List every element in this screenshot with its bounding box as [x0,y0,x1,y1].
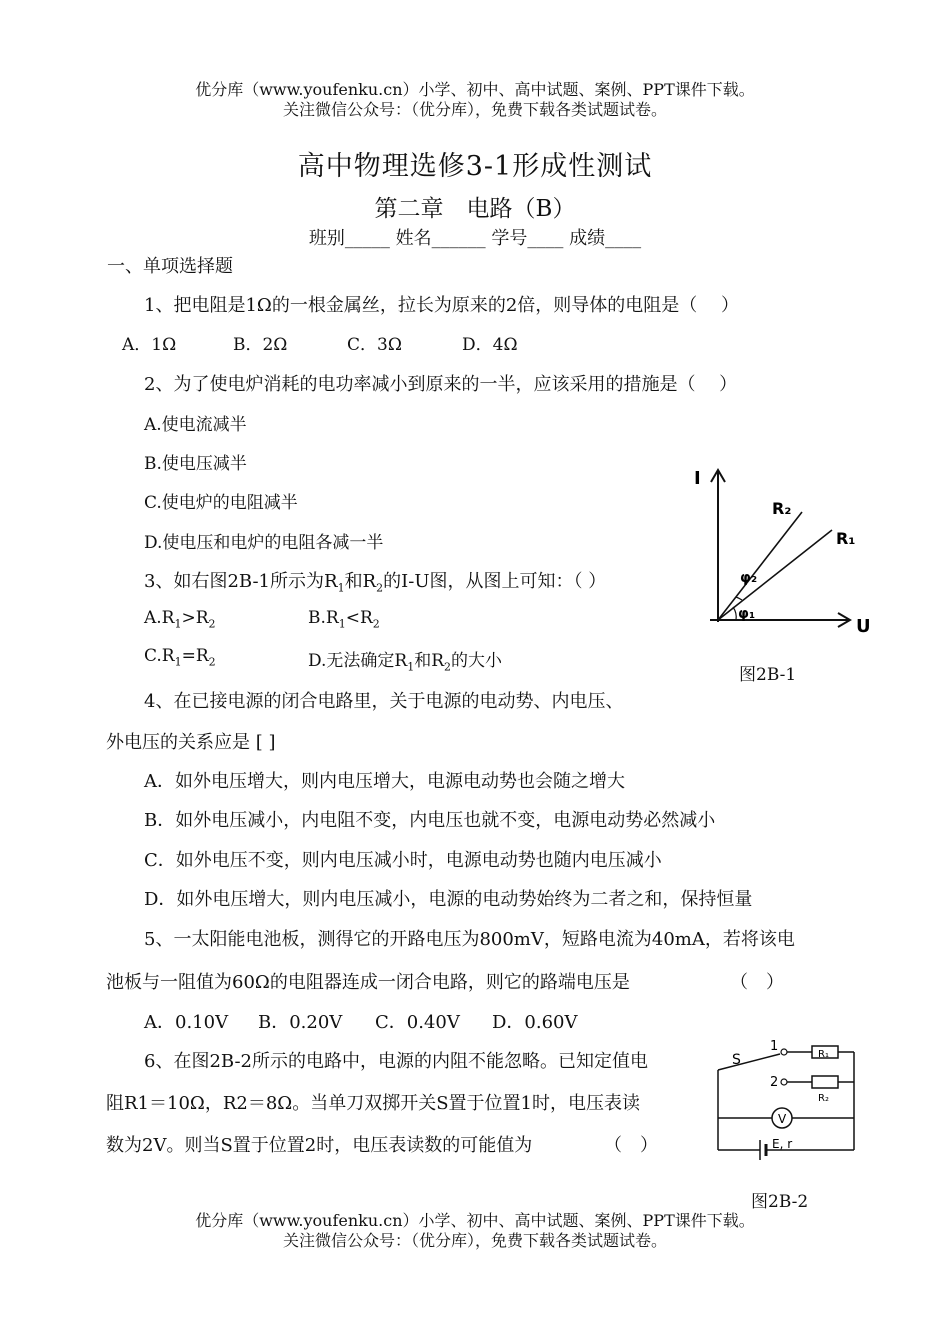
q5-option-c: C．0.40V [375,1012,460,1033]
q3-option-d: D.无法确定$R_1$和$R_2$的大小 [308,651,503,674]
q2-option-d: D.使电压和电炉的电阻各减一半 [144,533,384,553]
contact-1 [781,1049,787,1055]
q3-text: 3、如右图2B-1所示为$R_1$和$R_2$的I-U图，从图上可知：（ ） [144,571,607,595]
q2-option-c: C.使电炉的电阻减半 [144,493,298,513]
q3-option-a: $A.R_1>R_2$ [144,608,216,631]
q6-answer-blank: （ ） [604,1135,658,1156]
footer-line-1: 优分库（www.youfenku.cn）小学、初中、高中试题、案例、PPT课件下载。 [195,1211,755,1230]
header-line-2: 关注微信公众号：（优分库），免费下载各类试题试卷。 [282,100,667,119]
contact-2 [781,1079,787,1085]
label-position-2: 2 [770,1075,779,1090]
label-v: V [778,1112,787,1126]
q5-text-line-1: 5、一太阳能电池板，测得它的开路电压为800mV，短路电流为40mA，若将该电 [144,929,795,950]
label-u: U [856,616,871,637]
q5-answer-blank: （ ） [730,972,784,993]
q1-option-b: B．2Ω [233,335,288,355]
resistor-r2 [812,1076,838,1088]
phi1-arc [733,607,736,620]
q5-option-b: B．0.20V [258,1012,343,1033]
label-phi1: φ₁ [738,606,756,622]
q5-text-line-2: 池板与一阻值为60Ω的电阻器连成一闭合电路，则它的路端电压是 [106,972,630,993]
label-r1: R₁ [818,1049,829,1060]
label-r2: R₂ [772,499,792,518]
q5-option-d: D．0.60V [492,1012,578,1033]
q3-option-b: $B.R_1<R_2$ [308,608,380,631]
q6-text-line-2: 阻R1＝10Ω，R2＝8Ω。当单刀双掷开关S置于位置1时，电压表读 [106,1093,640,1114]
r2-line [718,512,802,620]
q4-text-line-1: 4、在已接电源的闭合电路里，关于电源的电动势、内电压、 [144,691,624,712]
q1-option-d: D．4Ω [462,335,518,355]
q3-option-c: $C.R_1=R_2$ [144,646,216,669]
q4-option-b: B．如外电压减小，内电阻不变，内电压也就不变，电源电动势必然减小 [144,810,716,831]
figure-iu-graph [690,462,890,642]
section-heading: 一、单项选择题 [107,256,233,277]
figure-circuit [708,1038,868,1168]
student-info-fields: 班别_____ 姓名______ 学号____ 成绩____ [308,228,642,249]
q2-text: 2、为了使电炉消耗的电功率减小到原来的一半，应该采用的措施是（ ） [144,374,738,395]
q4-option-c: C．如外电压不变，则内电压减小时，电源电动势也随内电压减小 [144,850,662,871]
label-r2: R₂ [818,1093,829,1104]
q1-option-a: A．1Ω [122,335,177,355]
label-r1: R₁ [836,529,856,548]
label-phi2: φ₂ [740,570,758,586]
q6-text-line-3: 数为2V。则当S置于位置2时，电压表读数的可能值为 [106,1135,533,1156]
figure-2-caption: 图2B-2 [751,1192,809,1212]
r1-line [718,530,832,620]
q1-text: 1、把电阻是1Ω的一根金属丝，拉长为原来的2倍，则导体的电阻是（ ） [144,295,739,316]
switch-blade [718,1054,780,1070]
figure-1-caption: 图2B-1 [739,665,797,685]
label-position-1: 1 [770,1039,779,1054]
phi2-arc [736,597,742,600]
footer-line-2: 关注微信公众号：（优分库），免费下载各类试题试卷。 [282,1231,667,1250]
header-line-1: 优分库（www.youfenku.cn）小学、初中、高中试题、案例、PPT课件下载。 [195,80,755,99]
q1-option-c: C．3Ω [347,335,402,355]
page-title: 高中物理选修3-1形成性测试 [297,151,653,182]
label-s: S [732,1052,741,1068]
q6-text-line-1: 6、在图2B-2所示的电路中，电源的内阻不能忽略。已知定值电 [144,1051,648,1072]
page-subtitle: 第二章 电路（B） [374,196,576,222]
q5-option-a: A．0.10V [144,1012,229,1033]
label-e-r: E, r [772,1137,793,1151]
q4-text-line-2: 外电压的关系应是 [ ] [106,732,276,753]
label-i: I [694,468,701,489]
q4-option-d: D．如外电压增大，则内电压减小，电源的电动势始终为二者之和，保持恒量 [144,889,753,910]
q2-option-a: A.使电流减半 [144,415,247,435]
q4-option-a: A．如外电压增大，则内电压增大，电源电动势也会随之增大 [144,771,625,792]
q2-option-b: B.使电压减半 [144,454,247,474]
